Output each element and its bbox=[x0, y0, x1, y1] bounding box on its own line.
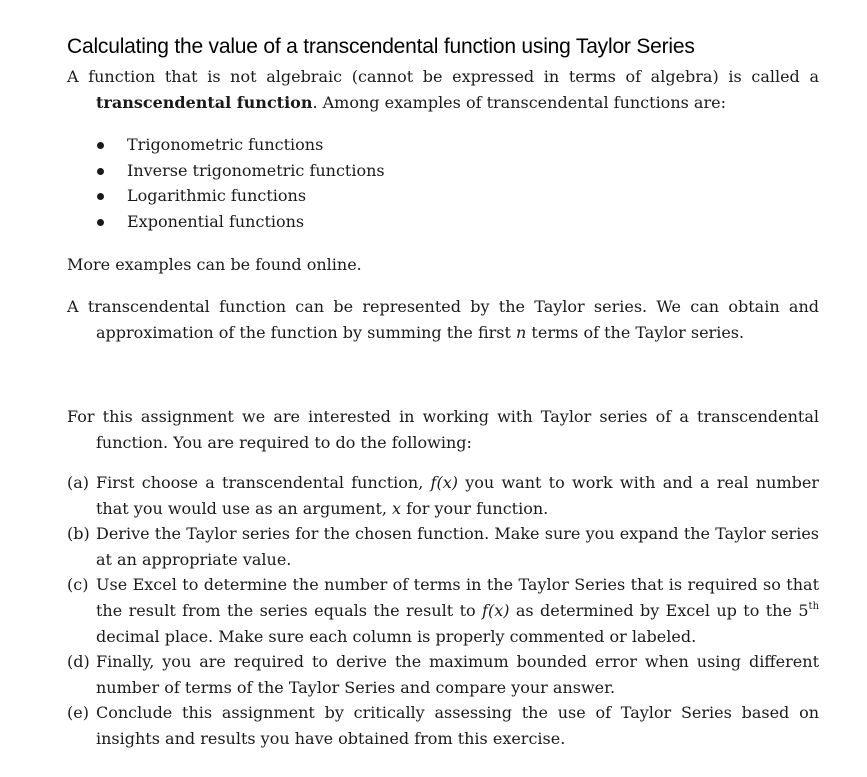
task-item-b bbox=[67, 521, 819, 572]
list-item-text: Logarithmic functions bbox=[127, 186, 307, 206]
task-label: (a) bbox=[67, 473, 90, 492]
task-math: x bbox=[392, 498, 402, 518]
task-math: f(x) bbox=[430, 473, 458, 492]
task-label: (e) bbox=[67, 703, 89, 723]
examples-list bbox=[95, 132, 385, 234]
task-text: First choose a transcendental function, bbox=[96, 473, 431, 492]
task-text: Conclude this assignment by critically assessing the use of Taylor Series based on insights and results you have obtained from this exercise. bbox=[96, 703, 819, 748]
list-item bbox=[95, 158, 385, 184]
intro-text-2: . Among examples of transcendental functions are: bbox=[312, 92, 726, 112]
task-text: you want to work with and a real number that you would use as an argument, bbox=[96, 473, 819, 518]
task-text: for your function. bbox=[401, 498, 549, 518]
task-item-d bbox=[67, 649, 819, 700]
assignment-intro-paragraph: For this assignment we are interested in working with Taylor series of a transcendental function. You are required to do the following: bbox=[67, 407, 819, 452]
task-label: (b) bbox=[67, 524, 90, 544]
task-label: (c) bbox=[67, 575, 89, 595]
bullet-icon bbox=[97, 193, 104, 200]
more-examples-paragraph: More examples can be found online. bbox=[67, 255, 362, 274]
taylor-paragraph bbox=[67, 294, 819, 345]
bullet-icon bbox=[97, 168, 104, 175]
task-text: decimal place. Make sure each column is properly commented or labeled. bbox=[96, 626, 697, 646]
list-item bbox=[95, 209, 385, 235]
list-item-text: Exponential functions bbox=[127, 211, 305, 231]
taylor-text-1: A transcendental function can be represented by the Taylor series. We can obtain and approximation of the function by summing the first bbox=[67, 297, 819, 342]
intro-paragraph bbox=[67, 64, 819, 115]
task-item-c bbox=[67, 572, 819, 649]
task-item-e bbox=[67, 700, 819, 751]
task-list bbox=[67, 470, 819, 752]
taylor-text-2: terms of the Taylor series. bbox=[526, 322, 745, 342]
task-text: as determined by Excel up to the 5 bbox=[509, 600, 809, 620]
bullet-icon bbox=[97, 142, 104, 149]
task-text: Finally, you are required to derive the maximum bounded error when using different number of terms of the Taylor Series and compare your answer. bbox=[96, 652, 819, 697]
task-text: Use Excel to determine the number of terms in the Taylor Series that is required so that the result from the series equals the result to bbox=[96, 575, 819, 620]
task-text: Derive the Taylor series for the chosen function. Make sure you expand the Taylor series at an appropriate value. bbox=[96, 524, 819, 569]
taylor-var-n: n bbox=[516, 322, 527, 342]
list-item bbox=[95, 183, 385, 209]
task-label: (d) bbox=[67, 652, 90, 672]
task-item-a bbox=[67, 470, 819, 521]
list-item-text: Trigonometric functions bbox=[127, 135, 324, 154]
list-item-text: Inverse trigonometric functions bbox=[127, 160, 385, 180]
task-math: f(x) bbox=[482, 600, 510, 620]
bullet-icon bbox=[97, 219, 104, 226]
intro-text-1: A function that is not algebraic (cannot be expressed in terms of algebra) is called a bbox=[67, 67, 819, 86]
task-superscript: th bbox=[808, 600, 820, 612]
document-title: Calculating the value of a transcendental function using Taylor Series bbox=[67, 35, 695, 58]
list-item bbox=[95, 132, 385, 158]
intro-bold-term: transcendental function bbox=[96, 92, 313, 112]
